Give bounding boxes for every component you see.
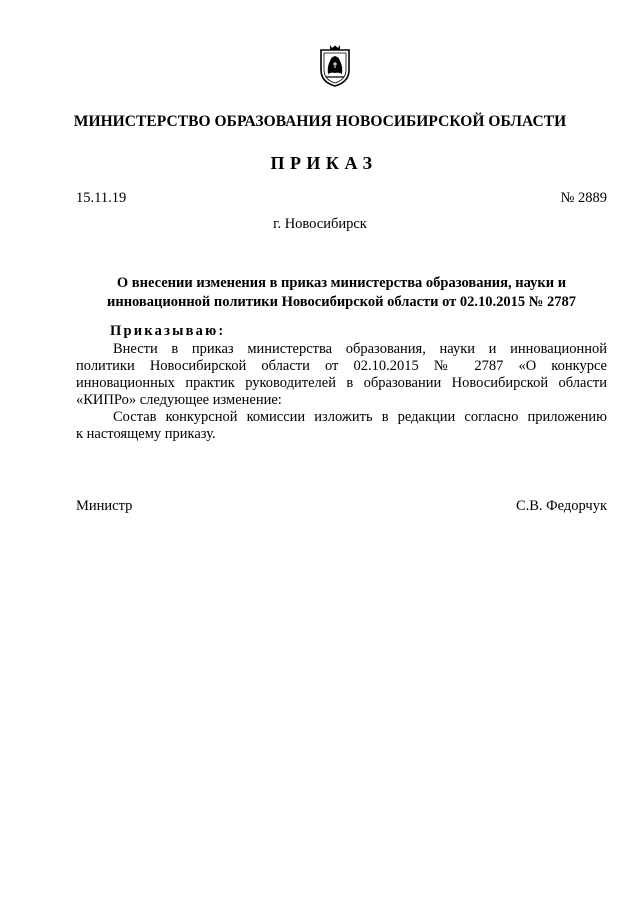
body-line: Состав конкурсной комиссии изложить в редакции согласно приложению: [113, 409, 607, 425]
body-line: политики Новосибирской области от 02.10.2015 № 2787 «О конкурсе: [76, 358, 607, 374]
document-type: ПРИКАЗ: [270, 153, 378, 173]
signer-title: Министр: [76, 498, 133, 514]
document-city: г. Новосибирск: [273, 216, 367, 232]
ministry-name: МИНИСТЕРСТВО ОБРАЗОВАНИЯ НОВОСИБИРСКОЙ ОБЛАСТИ: [73, 113, 567, 130]
body-line: к настоящему приказу.: [76, 426, 216, 442]
subject-line: О внесении изменения в приказ министерства образования, науки и: [116, 275, 567, 291]
body-line: инновационных практик руководителей в образовании Новосибирской области: [76, 375, 607, 391]
document-number: № 2889: [560, 190, 607, 206]
signer-name: С.В. Федорчук: [515, 498, 607, 514]
document-subject: [76, 274, 607, 312]
body-line: «КИПРо» следующее изменение:: [76, 392, 282, 408]
document-body: [76, 341, 607, 443]
coat-of-arms-icon: [317, 44, 353, 88]
subject-line: инновационной политики Новосибирской области от 02.10.2015 № 2787: [106, 294, 577, 310]
order-word: Приказываю:: [110, 323, 226, 339]
document-date: 15.11.19: [76, 190, 127, 206]
body-line: Внести в приказ министерства образования, науки и инновационной: [113, 341, 607, 357]
